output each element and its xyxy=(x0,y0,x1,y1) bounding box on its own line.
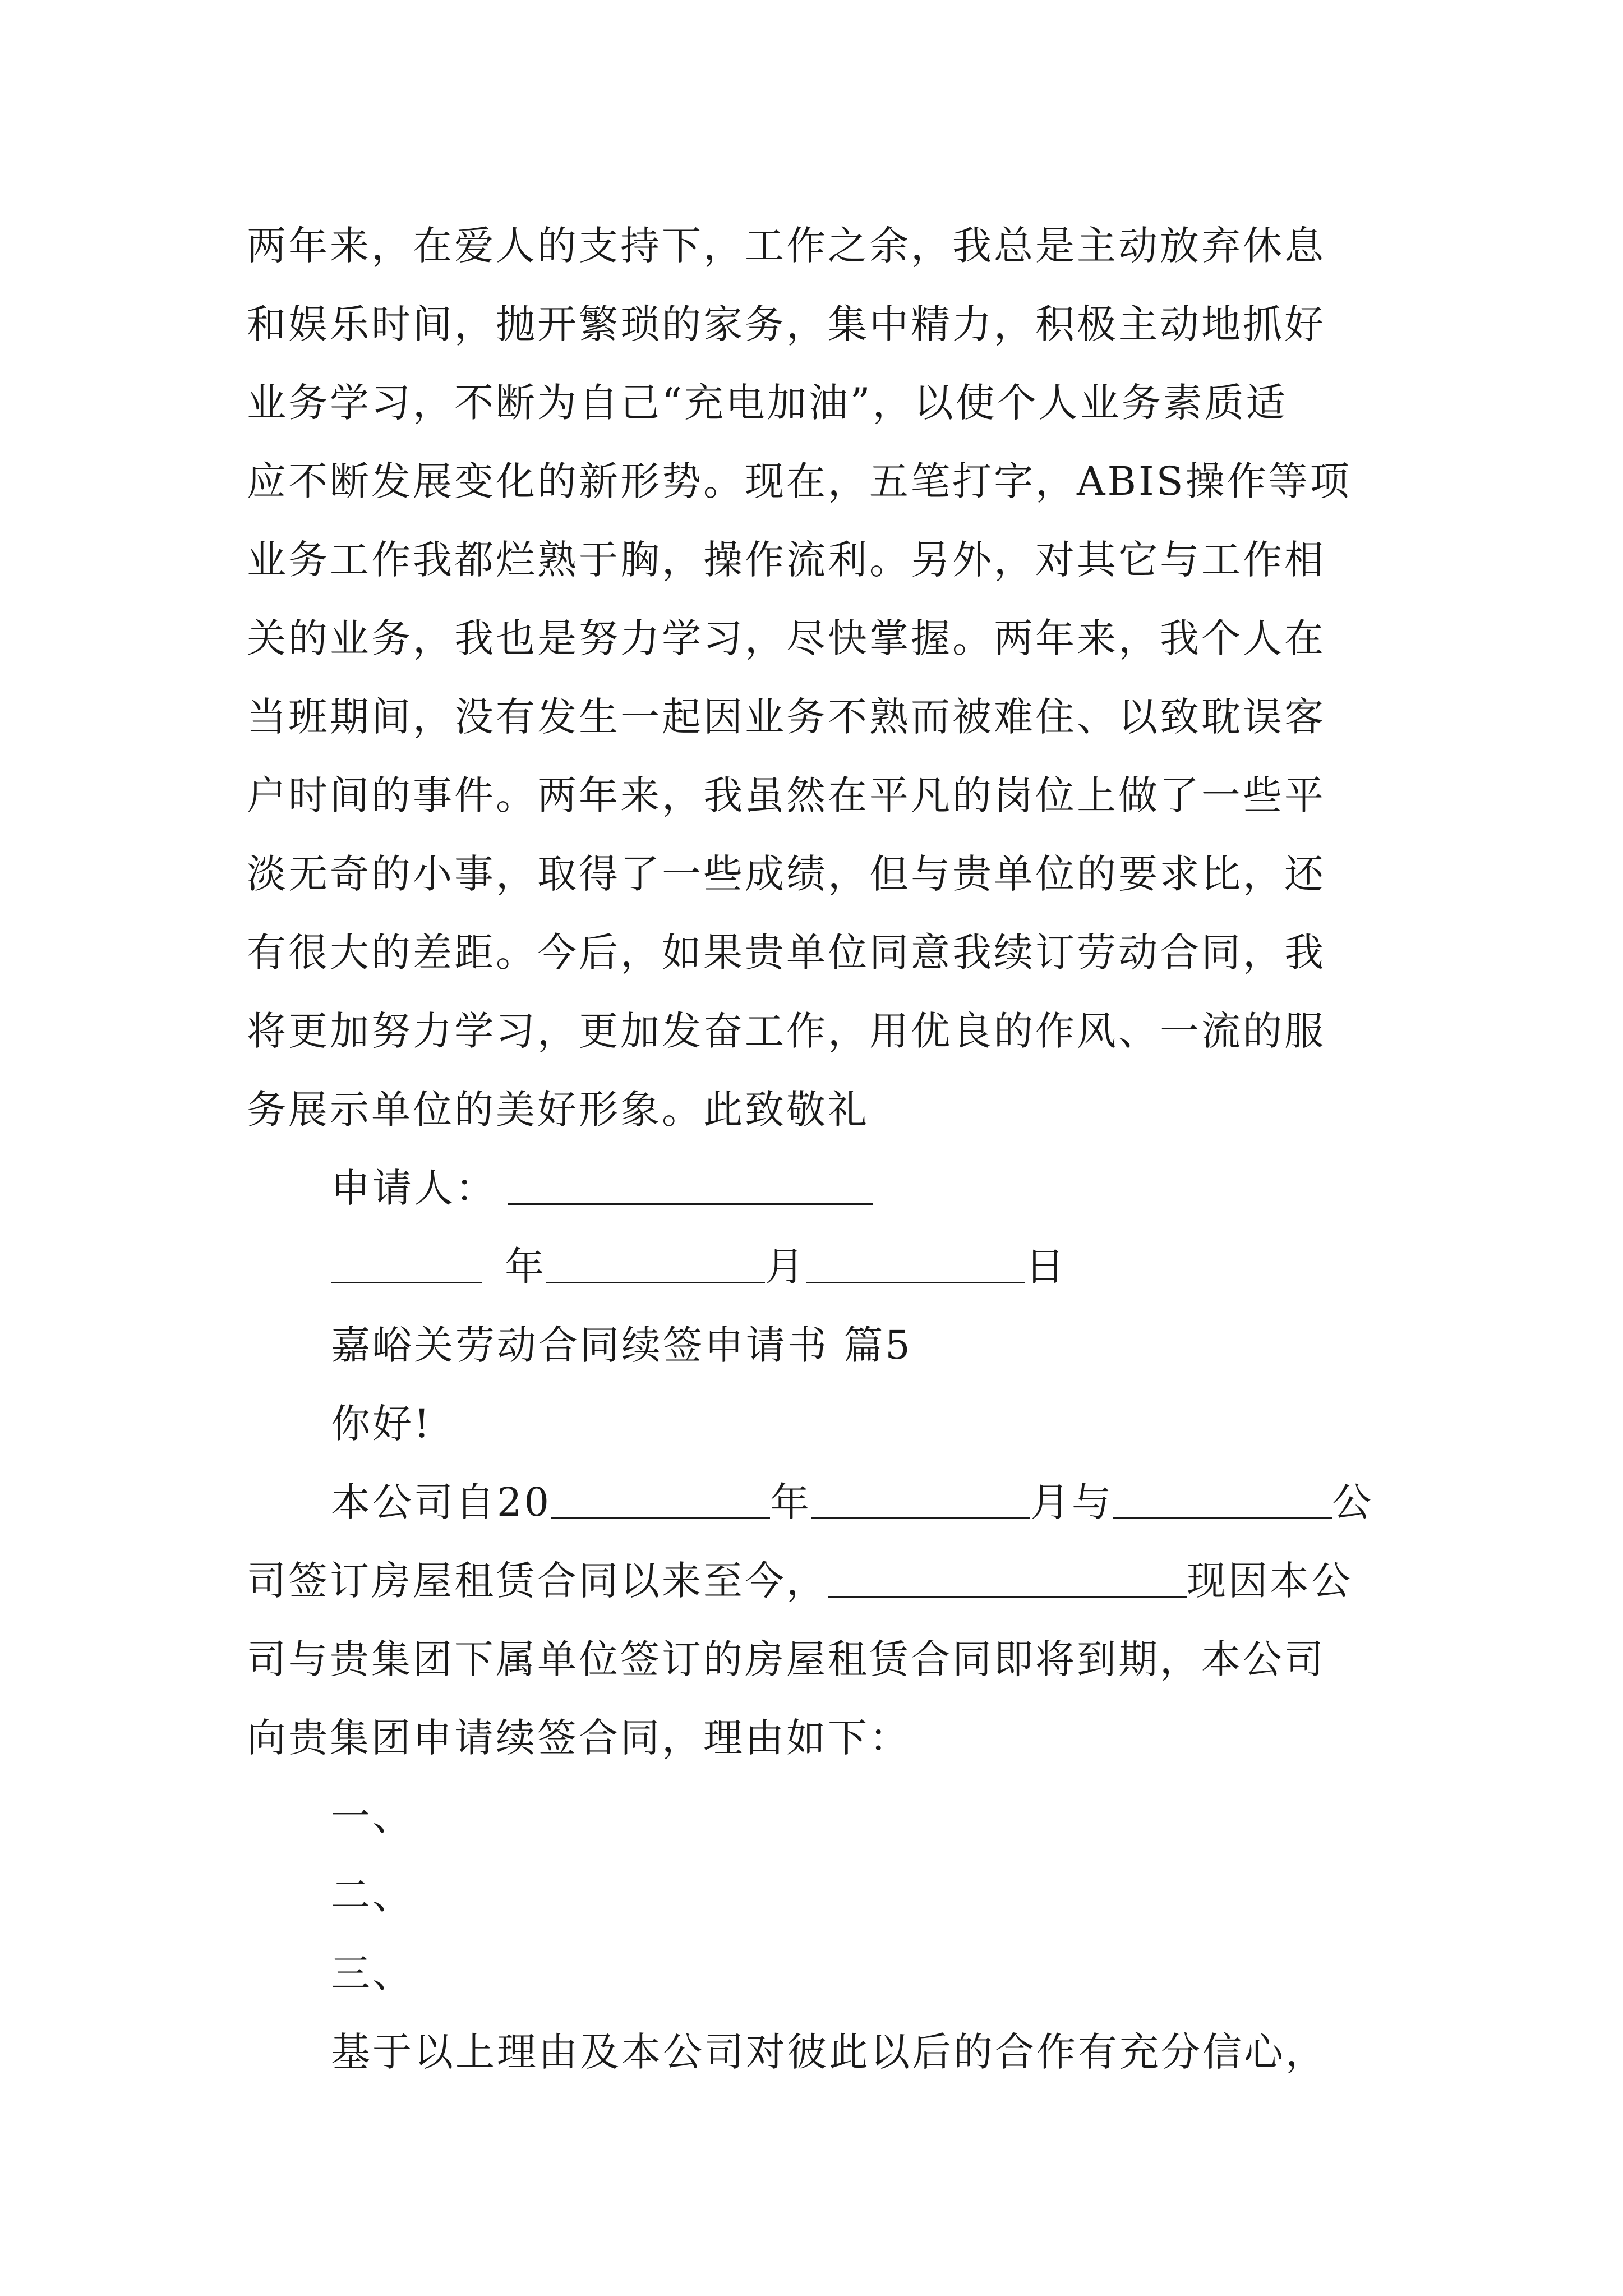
main-paragraph xyxy=(247,206,1391,1149)
paragraph-line: 关的业务，我也是努力学习，尽快掌握。两年来，我个人在 xyxy=(247,615,1326,661)
applicant-line xyxy=(247,1149,1391,1227)
month-blank xyxy=(811,1517,1030,1519)
company-paragraph xyxy=(247,1463,1391,1777)
greeting: 你好! xyxy=(331,1401,432,1447)
reason-blank xyxy=(828,1596,1187,1598)
day-blank xyxy=(806,1282,1025,1283)
paragraph-line: 当班期间，没有发生一起因业务不熟而被难住、以致耽误客 xyxy=(247,694,1326,740)
month-with-label: 月与 xyxy=(1030,1479,1114,1525)
reason-item-3: 三、 xyxy=(331,1950,414,1996)
year-label: 年 xyxy=(770,1479,812,1525)
month-label: 月 xyxy=(765,1244,806,1290)
paragraph-line: 和娱乐时间，抛开繁琐的家务，集中精力，积极主动地抓好 xyxy=(247,301,1326,347)
year-label: 年 xyxy=(505,1244,546,1290)
reason-item-2: 二、 xyxy=(331,1872,414,1918)
paragraph-line: 淡无奇的小事，取得了一些成绩，但与贵单位的要求比，还 xyxy=(247,851,1326,897)
applicant-label: 申请人： xyxy=(331,1165,497,1211)
applicant-blank xyxy=(508,1203,873,1205)
contract-text-cont: 现因本公 xyxy=(1187,1558,1353,1604)
reason-item-1: 一、 xyxy=(331,1793,414,1839)
paragraph-line: 将更加努力学习，更加发奋工作，用优良的作风、一流的服 xyxy=(247,1008,1326,1054)
paragraph-line xyxy=(247,1542,1391,1620)
year-blank xyxy=(551,1517,770,1519)
company-blank xyxy=(1113,1517,1332,1519)
paragraph-line: 业务学习，不断为自己“充电加油”，以使个人业务素质适 xyxy=(247,380,1288,426)
paragraph-line: 两年来，在爱人的支持下，工作之余，我总是主动放弃休息 xyxy=(247,223,1326,269)
year-blank xyxy=(331,1282,482,1283)
section-title: 嘉峪关劳动合同续签申请书 篇5 xyxy=(331,1322,912,1368)
date-line xyxy=(247,1227,1391,1306)
company-end: 公 xyxy=(1332,1479,1374,1525)
paragraph-line: 务展示单位的美好形象。此致敬礼 xyxy=(247,1087,869,1133)
contract-text: 司签订房屋租赁合同以来至今， xyxy=(247,1558,828,1604)
paragraph-line: 户时间的事件。两年来，我虽然在平凡的岗位上做了一些平 xyxy=(247,772,1326,818)
paragraph-line: 业务工作我都烂熟于胸，操作流利。另外，对其它与工作相 xyxy=(247,537,1326,583)
document-text xyxy=(247,206,1391,2091)
paragraph-line: 司与贵集团下属单位签订的房屋租赁合同即将到期，本公司 xyxy=(247,1636,1326,1682)
since-label: 本公司自20 xyxy=(331,1479,552,1525)
paragraph-line: 应不断发展变化的新形势。现在，五笔打字，ABIS操作等项 xyxy=(247,458,1352,504)
closing-paragraph: 基于以上理由及本公司对彼此以后的合作有充分信心， xyxy=(331,2029,1327,2075)
paragraph-line: 有很大的差距。今后，如果贵单位同意我续订劳动合同，我 xyxy=(247,930,1326,976)
month-blank xyxy=(546,1282,765,1283)
paragraph-line: 向贵集团申请续签合同，理由如下： xyxy=(247,1715,911,1761)
paragraph-line xyxy=(247,1463,1391,1542)
day-label: 日 xyxy=(1025,1244,1067,1290)
